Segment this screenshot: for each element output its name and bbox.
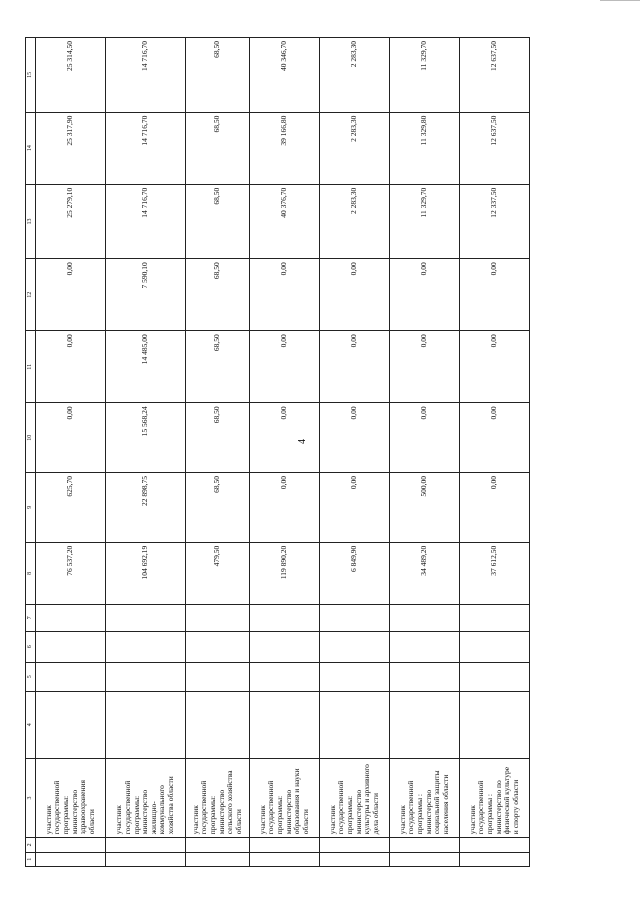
column-number: 12 <box>26 259 36 331</box>
table-cell <box>186 631 250 662</box>
amount-cell: 0,00 <box>390 259 460 331</box>
amount-cell: 40 376,70 <box>250 184 320 258</box>
participant-description: участник государственной программы: министерство здравоохранения области <box>36 758 106 837</box>
table-cell <box>186 605 250 631</box>
table-cell <box>460 691 530 758</box>
amount-cell: 14 485,00 <box>106 331 186 403</box>
column-number: 5 <box>26 662 36 691</box>
table-cell <box>460 631 530 662</box>
amount-cell: 68,50 <box>186 112 250 184</box>
table-cell <box>320 691 390 758</box>
table-cell <box>250 605 320 631</box>
table-cell <box>460 605 530 631</box>
table-cell <box>36 662 106 691</box>
amount-cell: 68,50 <box>186 38 250 113</box>
table-cell <box>460 852 530 866</box>
budget-table <box>25 37 530 867</box>
column-number: 14 <box>26 112 36 184</box>
table-row <box>250 38 320 867</box>
amount-cell: 15 568,24 <box>106 403 186 473</box>
table-row <box>186 38 250 867</box>
column-number: 6 <box>26 631 36 662</box>
amount-cell: 625,70 <box>36 473 106 543</box>
amount-cell: 0,00 <box>250 259 320 331</box>
page-number: 4 <box>297 439 308 444</box>
amount-cell: 500,00 <box>390 473 460 543</box>
table-row <box>36 38 106 867</box>
table-cell <box>106 662 186 691</box>
rotated-table-container <box>25 37 545 867</box>
column-number: 15 <box>26 38 36 113</box>
column-number-row <box>26 38 36 867</box>
amount-cell: 2 283,30 <box>320 112 390 184</box>
column-number: 9 <box>26 473 36 543</box>
amount-cell: 0,00 <box>250 473 320 543</box>
participant-description: участник государственной программы: министерство образования и науки области <box>250 758 320 837</box>
table-cell <box>320 662 390 691</box>
table-row <box>106 38 186 867</box>
column-number: 1 <box>26 852 36 866</box>
participant-description: участник государственной программы: министерство культуры и архивного дела области <box>320 758 390 837</box>
amount-cell: 104 692,19 <box>106 542 186 604</box>
table-cell <box>106 852 186 866</box>
table-cell <box>36 631 106 662</box>
table-cell <box>250 691 320 758</box>
amount-cell: 2 283,30 <box>320 38 390 113</box>
table-cell <box>460 662 530 691</box>
amount-cell: 25 317,90 <box>36 112 106 184</box>
amount-cell: 0,00 <box>460 331 530 403</box>
table-cell <box>36 838 106 852</box>
amount-cell: 2 283,30 <box>320 184 390 258</box>
amount-cell: 0,00 <box>320 259 390 331</box>
amount-cell: 12 337,50 <box>460 184 530 258</box>
table-cell <box>250 852 320 866</box>
table-cell <box>390 691 460 758</box>
amount-cell: 25 314,50 <box>36 38 106 113</box>
amount-cell: 119 890,20 <box>250 542 320 604</box>
participant-description: участник государственной программы: министерство сельского хозяйства области <box>186 758 250 837</box>
amount-cell: 37 612,50 <box>460 542 530 604</box>
table-row <box>390 38 460 867</box>
table-cell <box>106 631 186 662</box>
amount-cell: 12 637,50 <box>460 112 530 184</box>
table-row <box>320 38 390 867</box>
table-cell <box>390 838 460 852</box>
column-number: 11 <box>26 331 36 403</box>
amount-cell: 7 590,10 <box>106 259 186 331</box>
amount-cell: 11 329,80 <box>390 112 460 184</box>
amount-cell: 0,00 <box>250 403 320 473</box>
amount-cell: 0,00 <box>250 331 320 403</box>
table-cell <box>250 631 320 662</box>
amount-cell: 76 537,20 <box>36 542 106 604</box>
column-number: 2 <box>26 838 36 852</box>
amount-cell: 68,50 <box>186 331 250 403</box>
table-cell <box>106 838 186 852</box>
table-cell <box>186 852 250 866</box>
table-cell <box>106 691 186 758</box>
amount-cell: 14 716,70 <box>106 112 186 184</box>
amount-cell: 0,00 <box>460 473 530 543</box>
table-cell <box>390 631 460 662</box>
amount-cell: 0,00 <box>320 473 390 543</box>
amount-cell: 0,00 <box>36 259 106 331</box>
amount-cell: 68,50 <box>186 473 250 543</box>
table-cell <box>320 605 390 631</box>
amount-cell: 68,50 <box>186 259 250 331</box>
amount-cell: 0,00 <box>36 331 106 403</box>
amount-cell: 11 329,70 <box>390 184 460 258</box>
table-cell <box>36 852 106 866</box>
table-cell <box>186 838 250 852</box>
amount-cell: 0,00 <box>36 403 106 473</box>
amount-cell: 22 898,75 <box>106 473 186 543</box>
table-cell <box>390 605 460 631</box>
table-cell <box>320 838 390 852</box>
amount-cell: 68,50 <box>186 184 250 258</box>
amount-cell: 479,50 <box>186 542 250 604</box>
participant-description: участник государственной программы : министерство социальной защиты населения области <box>390 758 460 837</box>
amount-cell: 0,00 <box>320 403 390 473</box>
table-cell <box>320 631 390 662</box>
amount-cell: 6 849,90 <box>320 542 390 604</box>
amount-cell: 34 489,20 <box>390 542 460 604</box>
amount-cell: 39 166,80 <box>250 112 320 184</box>
participant-description: участник государственной программы: министерство жилищно-коммунального хозяйства области <box>106 758 186 837</box>
amount-cell: 0,00 <box>460 403 530 473</box>
participant-description: участник государственной программы : министерство по физической культуре и спорту области <box>460 758 530 837</box>
table-cell <box>250 838 320 852</box>
amount-cell: 14 716,70 <box>106 184 186 258</box>
table-cell <box>106 605 186 631</box>
column-number: 13 <box>26 184 36 258</box>
table-cell <box>250 662 320 691</box>
column-number: 4 <box>26 691 36 758</box>
amount-cell: 0,00 <box>390 403 460 473</box>
column-number: 7 <box>26 605 36 631</box>
table-row <box>460 38 530 867</box>
amount-cell: 14 716,70 <box>106 38 186 113</box>
amount-cell: 40 346,70 <box>250 38 320 113</box>
column-number: 3 <box>26 758 36 837</box>
table-cell <box>320 852 390 866</box>
amount-cell: 25 279,10 <box>36 184 106 258</box>
table-cell <box>186 691 250 758</box>
amount-cell: 0,00 <box>390 331 460 403</box>
amount-cell: 0,00 <box>460 259 530 331</box>
table-cell <box>36 605 106 631</box>
table-cell <box>390 662 460 691</box>
amount-cell: 11 329,70 <box>390 38 460 113</box>
column-number: 8 <box>26 542 36 604</box>
amount-cell: 68,50 <box>186 403 250 473</box>
column-number: 10 <box>26 403 36 473</box>
table-cell <box>390 852 460 866</box>
amount-cell: 0,00 <box>320 331 390 403</box>
amount-cell: 12 637,50 <box>460 38 530 113</box>
scan-edge-mark <box>600 0 640 1</box>
table-cell <box>186 662 250 691</box>
table-cell <box>460 838 530 852</box>
table-cell <box>36 691 106 758</box>
